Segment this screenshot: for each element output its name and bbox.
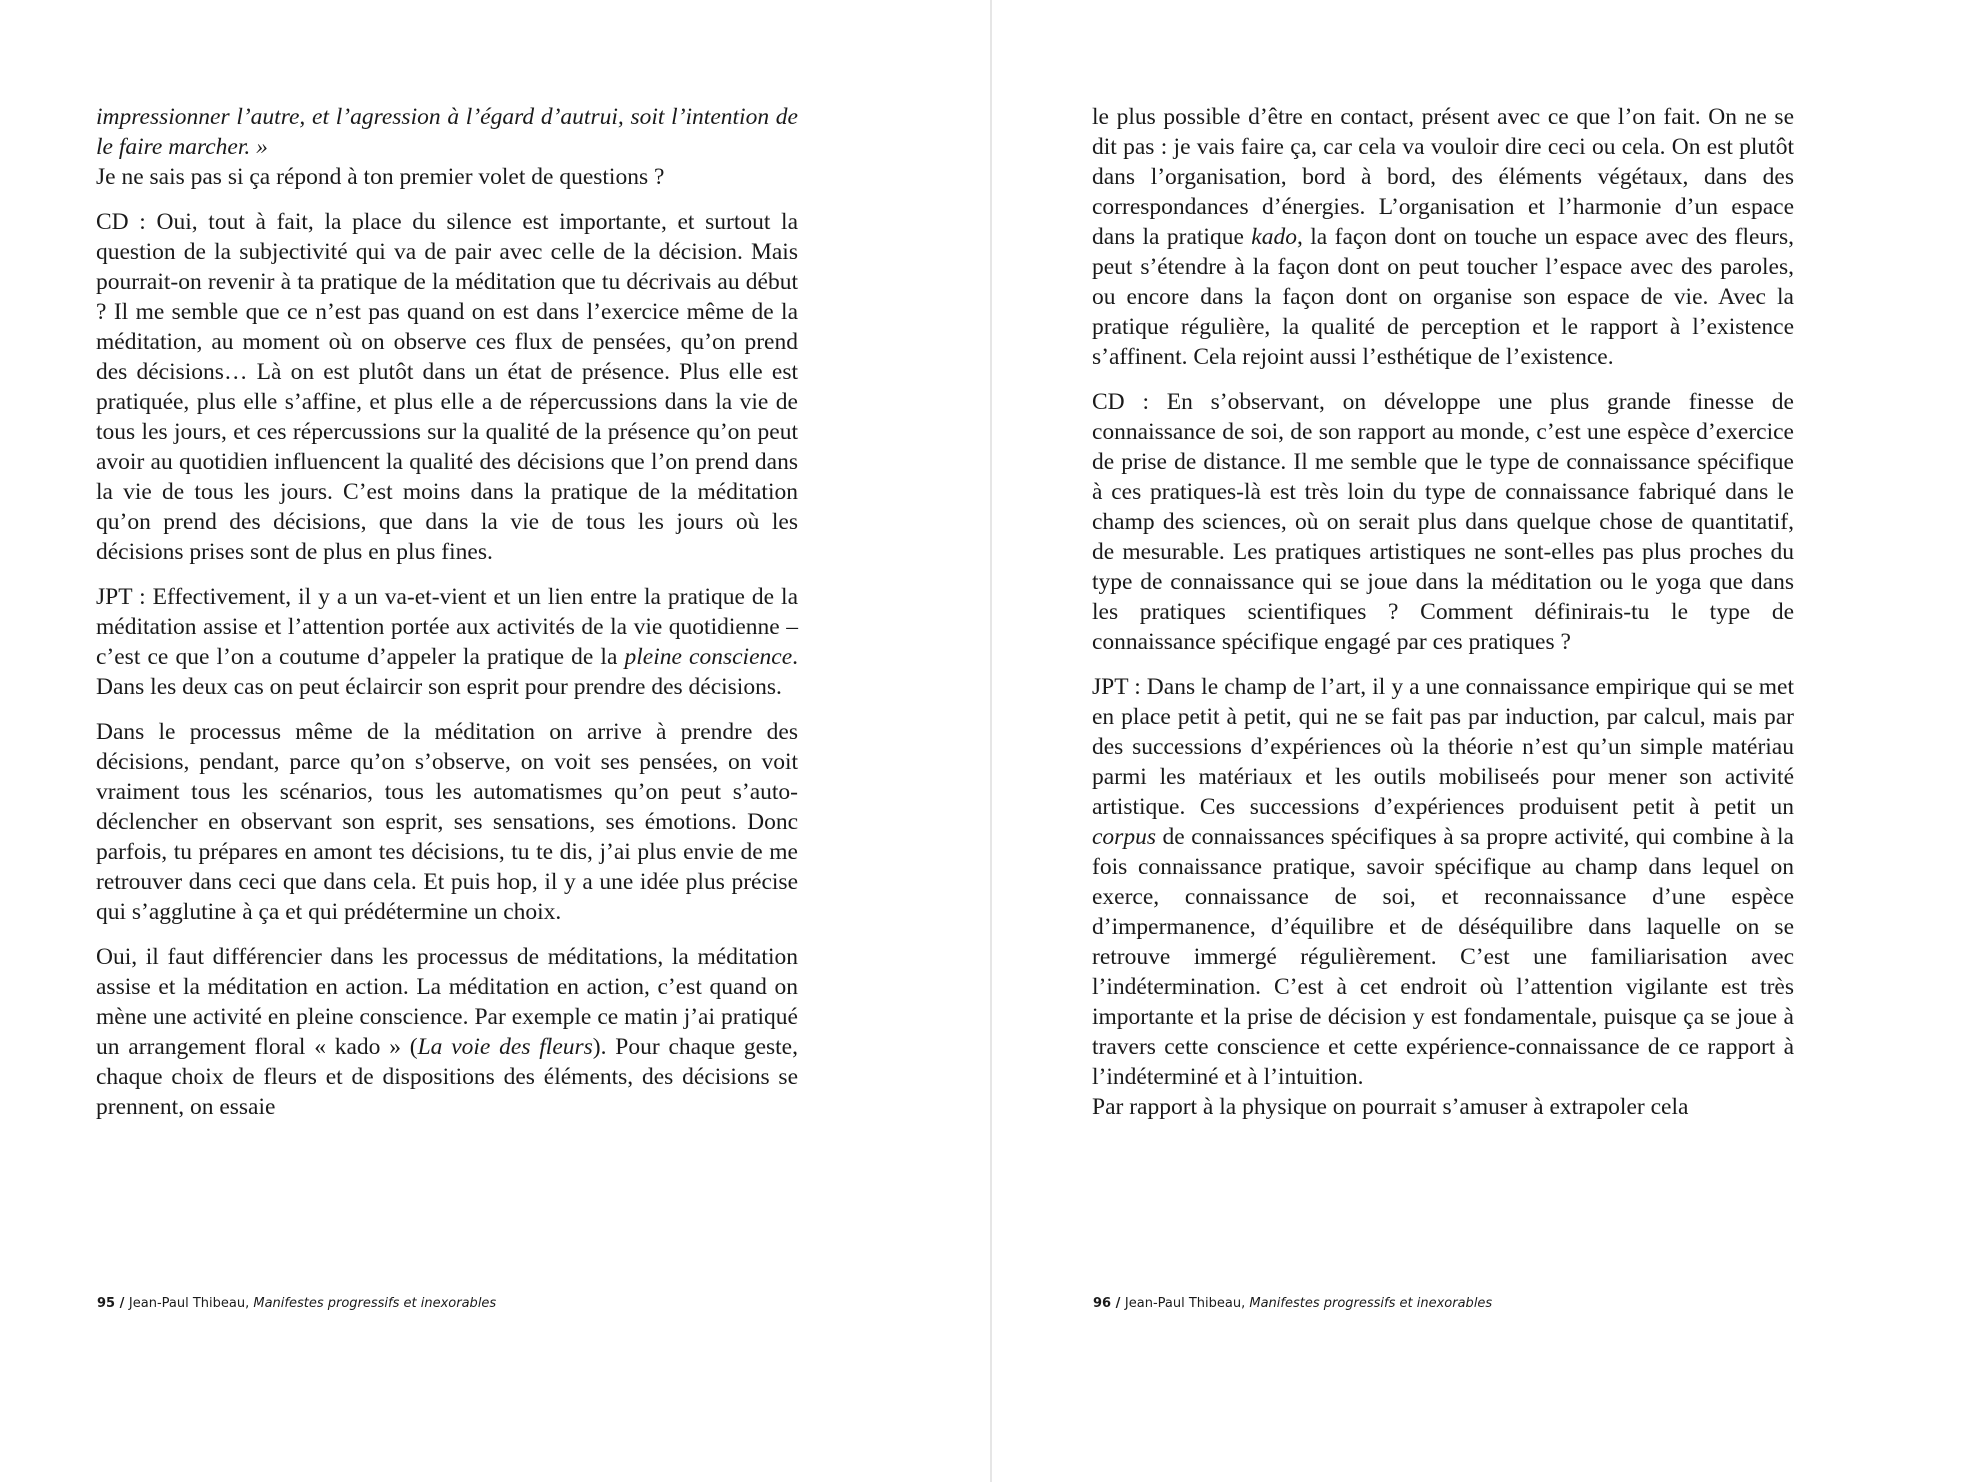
- paragraph: [1092, 1092, 1794, 1122]
- text-run: Je ne sais pas si ça répond à ton premier volet de questions ?: [96, 164, 665, 190]
- page-number: 95: [97, 1296, 116, 1311]
- italic-text: pleine conscience: [624, 644, 793, 670]
- folio-book-title: Manifestes progressifs et inexorables: [1249, 1296, 1493, 1311]
- paragraph: [1092, 672, 1794, 1092]
- right-page: [992, 0, 1982, 1482]
- text-run: Dans le processus même de la méditation on arrive à prendre des décisions, pendant, parce qu’on s’observe, on voit ses pensées, on voit vraiment tous les scénarios, tous les automatismes qu’on peut s’auto-déclencher en observant son esprit, ses sensations, ses émotions. Donc parfois, tu prépares en amont tes décisions, tu te dis, j’ai plus envie de me retrouver dans ceci que dans cela. Et puis hop, il y a une idée plus précise qui s’agglutine à ça et qui prédétermine un choix.: [96, 719, 798, 925]
- paragraph: [96, 207, 798, 567]
- italic-text: La voie des fleurs: [417, 1034, 593, 1060]
- text-run: Par rapport à la physique on pourrait s’amuser à extrapoler cela: [1092, 1094, 1689, 1120]
- paragraph: [1092, 387, 1794, 657]
- paragraph: [96, 717, 798, 927]
- text-run: ). Pour chaque geste, chaque choix de fleurs et de dispositions des éléments, des décisions se prennent, on essaie: [96, 1034, 798, 1120]
- text-run: JPT : Effectivement, il y a un va-et-vient et un lien entre la pratique de la méditation assise et l’attention portée aux activités de la vie quotidienne – c’est ce que l’on a coutume d’appeler la pratique de la: [96, 584, 798, 670]
- page-number: 96: [1093, 1296, 1112, 1311]
- text-run: . Dans les deux cas on peut éclaircir son esprit pour prendre des décisions.: [96, 644, 799, 700]
- italic-text: kado: [1251, 224, 1297, 250]
- folio-separator: /: [1111, 1296, 1125, 1311]
- text-run: , la façon dont on touche un espace avec des fleurs, peut s’étendre à la façon dont on peut toucher l’espace avec des paroles, ou encore dans la façon dont on organise son espace de vie. Avec la pratique régulière, la qualité de perception et le rapport à l’existence s’affinent. Cela rejoint aussi l’esthétique de l’existence.: [1092, 224, 1794, 370]
- text-run: CD : Oui, tout à fait, la place du silence est importante, et surtout la question de la subjectivité qui va de pair avec celle de la décision. Mais pourrait-on revenir à ta pratique de la méditation que tu décrivais au début ? Il me semble que ce n’est pas quand on est dans l’exercice même de la méditation, au moment où on observe ces flux de pensées, qu’on prend des décisions… Là on est plutôt dans un état de présence. Plus elle est pratiquée, plus elle s’affine, et plus elle a de répercussions dans la vie de tous les jours, et ces répercussions sur la qualité de la présence qu’on peut avoir au quotidien influencent la qualité des décisions que l’on prend dans la vie de tous les jours. C’est moins dans la pratique de la méditation qu’on prend des décisions, que dans la vie de tous les jours où les décisions prises sont de plus en plus fines.: [96, 209, 798, 565]
- text-run: JPT : Dans le champ de l’art, il y a une connaissance empirique qui se met en place petit à petit, qui ne se fait pas par induction, par calcul, mais par des successions d’expériences où la théorie n’est qu’un simple matériau parmi les matériaux et les outils mobiliseés pour mener son activité artistique. Ces successions d’expériences produisent petit à petit un: [1092, 674, 1794, 820]
- folio-author: Jean-Paul Thibeau,: [128, 1296, 254, 1311]
- paragraph: [96, 582, 798, 702]
- text-run: le plus possible d’être en contact, présent avec ce que l’on fait. On ne se dit pas : je vais faire ça, car cela va vouloir dire ceci ou cela. On est plutôt dans l’organisation, bord à bord, des éléments végétaux, dans des correspondances d’énergies. L’organisation et l’harmonie d’un espace dans la pratique: [1092, 104, 1794, 250]
- paragraph: [1092, 102, 1794, 372]
- folio-separator: /: [115, 1296, 129, 1311]
- folio-author: Jean-Paul Thibeau,: [1124, 1296, 1250, 1311]
- italic-text: corpus: [1092, 824, 1156, 850]
- text-run: CD : En s’observant, on développe une plus grande finesse de connaissance de soi, de son rapport au monde, c’est une espèce d’exercice de prise de distance. Il me semble que le type de connaissance spécifique à ces pratiques-là est très loin du type de connaissance fabriqué dans le champ des sciences, où on serait plus dans quelque chose de quantitatif, de mesurable. Les pratiques artistiques ne sont-elles pas plus proches du type de connaissance qui se joue dans la méditation ou le yoga que dans les pratiques scientifiques ? Comment définirais-tu le type de connaissance spécifique engagé par ces pratiques ?: [1092, 389, 1794, 655]
- text-run: de connaissances spécifiques à sa propre activité, qui combine à la fois connaissance pratique, savoir spécifique au champ dans lequel on exerce, connaissance de soi, et reconnaissance d’une espèce d’impermanence, d’équilibre et de déséquilibre dans laquelle on se retrouve immergé régulièrement. C’est une familiarisation avec l’indétermination. C’est à cet endroit où l’attention vigilante est très importante et la prise de décision y est fondamentale, puisque ça se joue à travers cette conscience et cette expérience-connaissance de ce rapport à l’indéterminé et à l’intuition.: [1092, 824, 1794, 1090]
- right-page-body: [1092, 102, 1794, 1137]
- italic-text: impressionner l’autre, et l’agression à l’égard d’autrui, soit l’intention de le faire marcher. »: [96, 104, 798, 160]
- page-footer: [1093, 1296, 1492, 1311]
- left-page: [0, 0, 990, 1482]
- page-footer: [97, 1296, 496, 1311]
- paragraph: [96, 942, 798, 1122]
- paragraph: [96, 102, 798, 162]
- folio-book-title: Manifestes progressifs et inexorables: [253, 1296, 497, 1311]
- left-page-body: [96, 102, 798, 1137]
- text-run: Oui, il faut différencier dans les processus de méditations, la méditation assise et la méditation en action. La méditation en action, c’est quand on mène une activité en pleine conscience. Par exemple ce matin j’ai pratiqué un arrangement floral « kado » (: [96, 944, 798, 1060]
- paragraph: [96, 162, 798, 192]
